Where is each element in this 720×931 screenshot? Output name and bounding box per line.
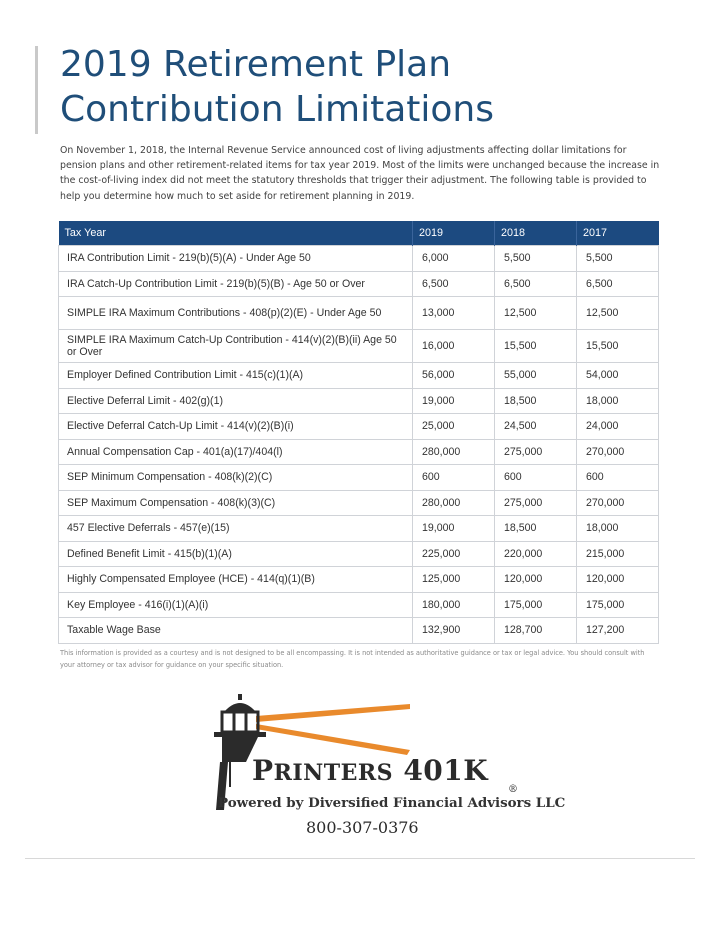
value-2019: 180,000 <box>413 592 495 618</box>
value-2018: 18,500 <box>495 388 577 414</box>
value-2017: 12,500 <box>577 297 659 330</box>
phone-number: 800-307-0376 <box>306 818 419 837</box>
table-row <box>59 246 659 272</box>
table-row <box>59 439 659 465</box>
value-2017: 5,500 <box>577 246 659 272</box>
value-2019: 56,000 <box>413 363 495 389</box>
row-label: 457 Elective Deferrals - 457(e)(15) <box>59 516 413 542</box>
value-2018: 5,500 <box>495 246 577 272</box>
table-row <box>59 330 659 363</box>
brand-number: 401K <box>403 754 489 787</box>
value-2018: 275,000 <box>495 490 577 516</box>
value-2019: 280,000 <box>413 490 495 516</box>
row-label: IRA Catch-Up Contribution Limit - 219(b)(5)(B) - Age 50 or Over <box>59 271 413 297</box>
row-label: Taxable Wage Base <box>59 618 413 644</box>
value-2017: 54,000 <box>577 363 659 389</box>
value-2018: 128,700 <box>495 618 577 644</box>
registered-mark: ® <box>508 784 518 795</box>
value-2018: 15,500 <box>495 330 577 363</box>
value-2017: 24,000 <box>577 414 659 440</box>
table-row <box>59 490 659 516</box>
table-row <box>59 541 659 567</box>
value-2018: 18,500 <box>495 516 577 542</box>
value-2019: 25,000 <box>413 414 495 440</box>
value-2018: 12,500 <box>495 297 577 330</box>
value-2019: 600 <box>413 465 495 491</box>
value-2019: 125,000 <box>413 567 495 593</box>
page-title <box>60 42 680 132</box>
header-tax-year: Tax Year <box>59 221 413 246</box>
value-2017: 18,000 <box>577 388 659 414</box>
table-row <box>59 618 659 644</box>
table-row <box>59 414 659 440</box>
header-2018: 2018 <box>495 221 577 246</box>
header-2019: 2019 <box>413 221 495 246</box>
value-2018: 6,500 <box>495 271 577 297</box>
brand-first-letter: P <box>252 754 274 787</box>
value-2019: 19,000 <box>413 388 495 414</box>
value-2017: 6,500 <box>577 271 659 297</box>
value-2019: 19,000 <box>413 516 495 542</box>
table-row <box>59 567 659 593</box>
value-2018: 175,000 <box>495 592 577 618</box>
value-2018: 600 <box>495 465 577 491</box>
row-label: SEP Maximum Compensation - 408(k)(3)(C) <box>59 490 413 516</box>
row-label: Annual Compensation Cap - 401(a)(17)/404(l) <box>59 439 413 465</box>
table-row <box>59 592 659 618</box>
value-2019: 225,000 <box>413 541 495 567</box>
intro-paragraph: On November 1, 2018, the Internal Revenue Service announced cost of living adjustments affecting dollar limitations for pension plans and other retirement-related items for tax year 2019. Most of the limits were unchanged because the increase in the cost-of-living index did not meet the statutory thresholds that trigger their adjustment. The following table is provided to help you determine how much to set aside for retirement planning in 2019. <box>60 145 660 202</box>
title-accent-bar <box>35 46 38 134</box>
value-2017: 215,000 <box>577 541 659 567</box>
value-2017: 18,000 <box>577 516 659 542</box>
table-row <box>59 516 659 542</box>
disclaimer-footnote: This information is provided as a courtesy and is not designed to be all encompassing. It is not intended as authoritative guidance or tax or legal advice. You should consult with your attorney or tax advisor for guidance on your specific situation. <box>60 649 645 669</box>
header-2017: 2017 <box>577 221 659 246</box>
row-label: Key Employee - 416(i)(1)(A)(i) <box>59 592 413 618</box>
table-row <box>59 388 659 414</box>
row-label: SEP Minimum Compensation - 408(k)(2)(C) <box>59 465 413 491</box>
value-2017: 600 <box>577 465 659 491</box>
value-2018: 275,000 <box>495 439 577 465</box>
value-2017: 175,000 <box>577 592 659 618</box>
contribution-limits-table <box>58 221 659 644</box>
table-row <box>59 271 659 297</box>
page-title-line-2: Contribution Limitations <box>60 89 494 130</box>
value-2017: 127,200 <box>577 618 659 644</box>
value-2018: 24,500 <box>495 414 577 440</box>
value-2019: 132,900 <box>413 618 495 644</box>
value-2019: 13,000 <box>413 297 495 330</box>
row-label: SIMPLE IRA Maximum Catch-Up Contribution - 414(v)(2)(B)(ii) Age 50 or Over <box>59 330 413 363</box>
row-label: Elective Deferral Limit - 402(g)(1) <box>59 388 413 414</box>
value-2017: 270,000 <box>577 490 659 516</box>
table-row <box>59 465 659 491</box>
brand-name <box>252 754 488 787</box>
row-label: IRA Contribution Limit - 219(b)(5)(A) - Under Age 50 <box>59 246 413 272</box>
table-row <box>59 363 659 389</box>
table-header-row <box>59 221 659 246</box>
value-2019: 280,000 <box>413 439 495 465</box>
row-label: Employer Defined Contribution Limit - 415(c)(1)(A) <box>59 363 413 389</box>
row-label: SIMPLE IRA Maximum Contributions - 408(p)(2)(E) - Under Age 50 <box>59 297 413 330</box>
row-label: Highly Compensated Employee (HCE) - 414(q)(1)(B) <box>59 567 413 593</box>
page-title-line-1: 2019 Retirement Plan <box>60 44 452 85</box>
table-row <box>59 297 659 330</box>
printers-401k-logo <box>200 692 566 842</box>
value-2019: 16,000 <box>413 330 495 363</box>
value-2018: 120,000 <box>495 567 577 593</box>
value-2017: 15,500 <box>577 330 659 363</box>
value-2017: 120,000 <box>577 567 659 593</box>
logo-tagline: Powered by Diversified Financial Advisors LLC <box>218 795 566 811</box>
value-2019: 6,000 <box>413 246 495 272</box>
brand-rest: RINTERS <box>273 760 394 786</box>
row-label: Defined Benefit Limit - 415(b)(1)(A) <box>59 541 413 567</box>
value-2018: 220,000 <box>495 541 577 567</box>
value-2019: 6,500 <box>413 271 495 297</box>
row-label: Elective Deferral Catch-Up Limit - 414(v)(2)(B)(i) <box>59 414 413 440</box>
value-2017: 270,000 <box>577 439 659 465</box>
bottom-divider <box>25 858 695 859</box>
value-2018: 55,000 <box>495 363 577 389</box>
